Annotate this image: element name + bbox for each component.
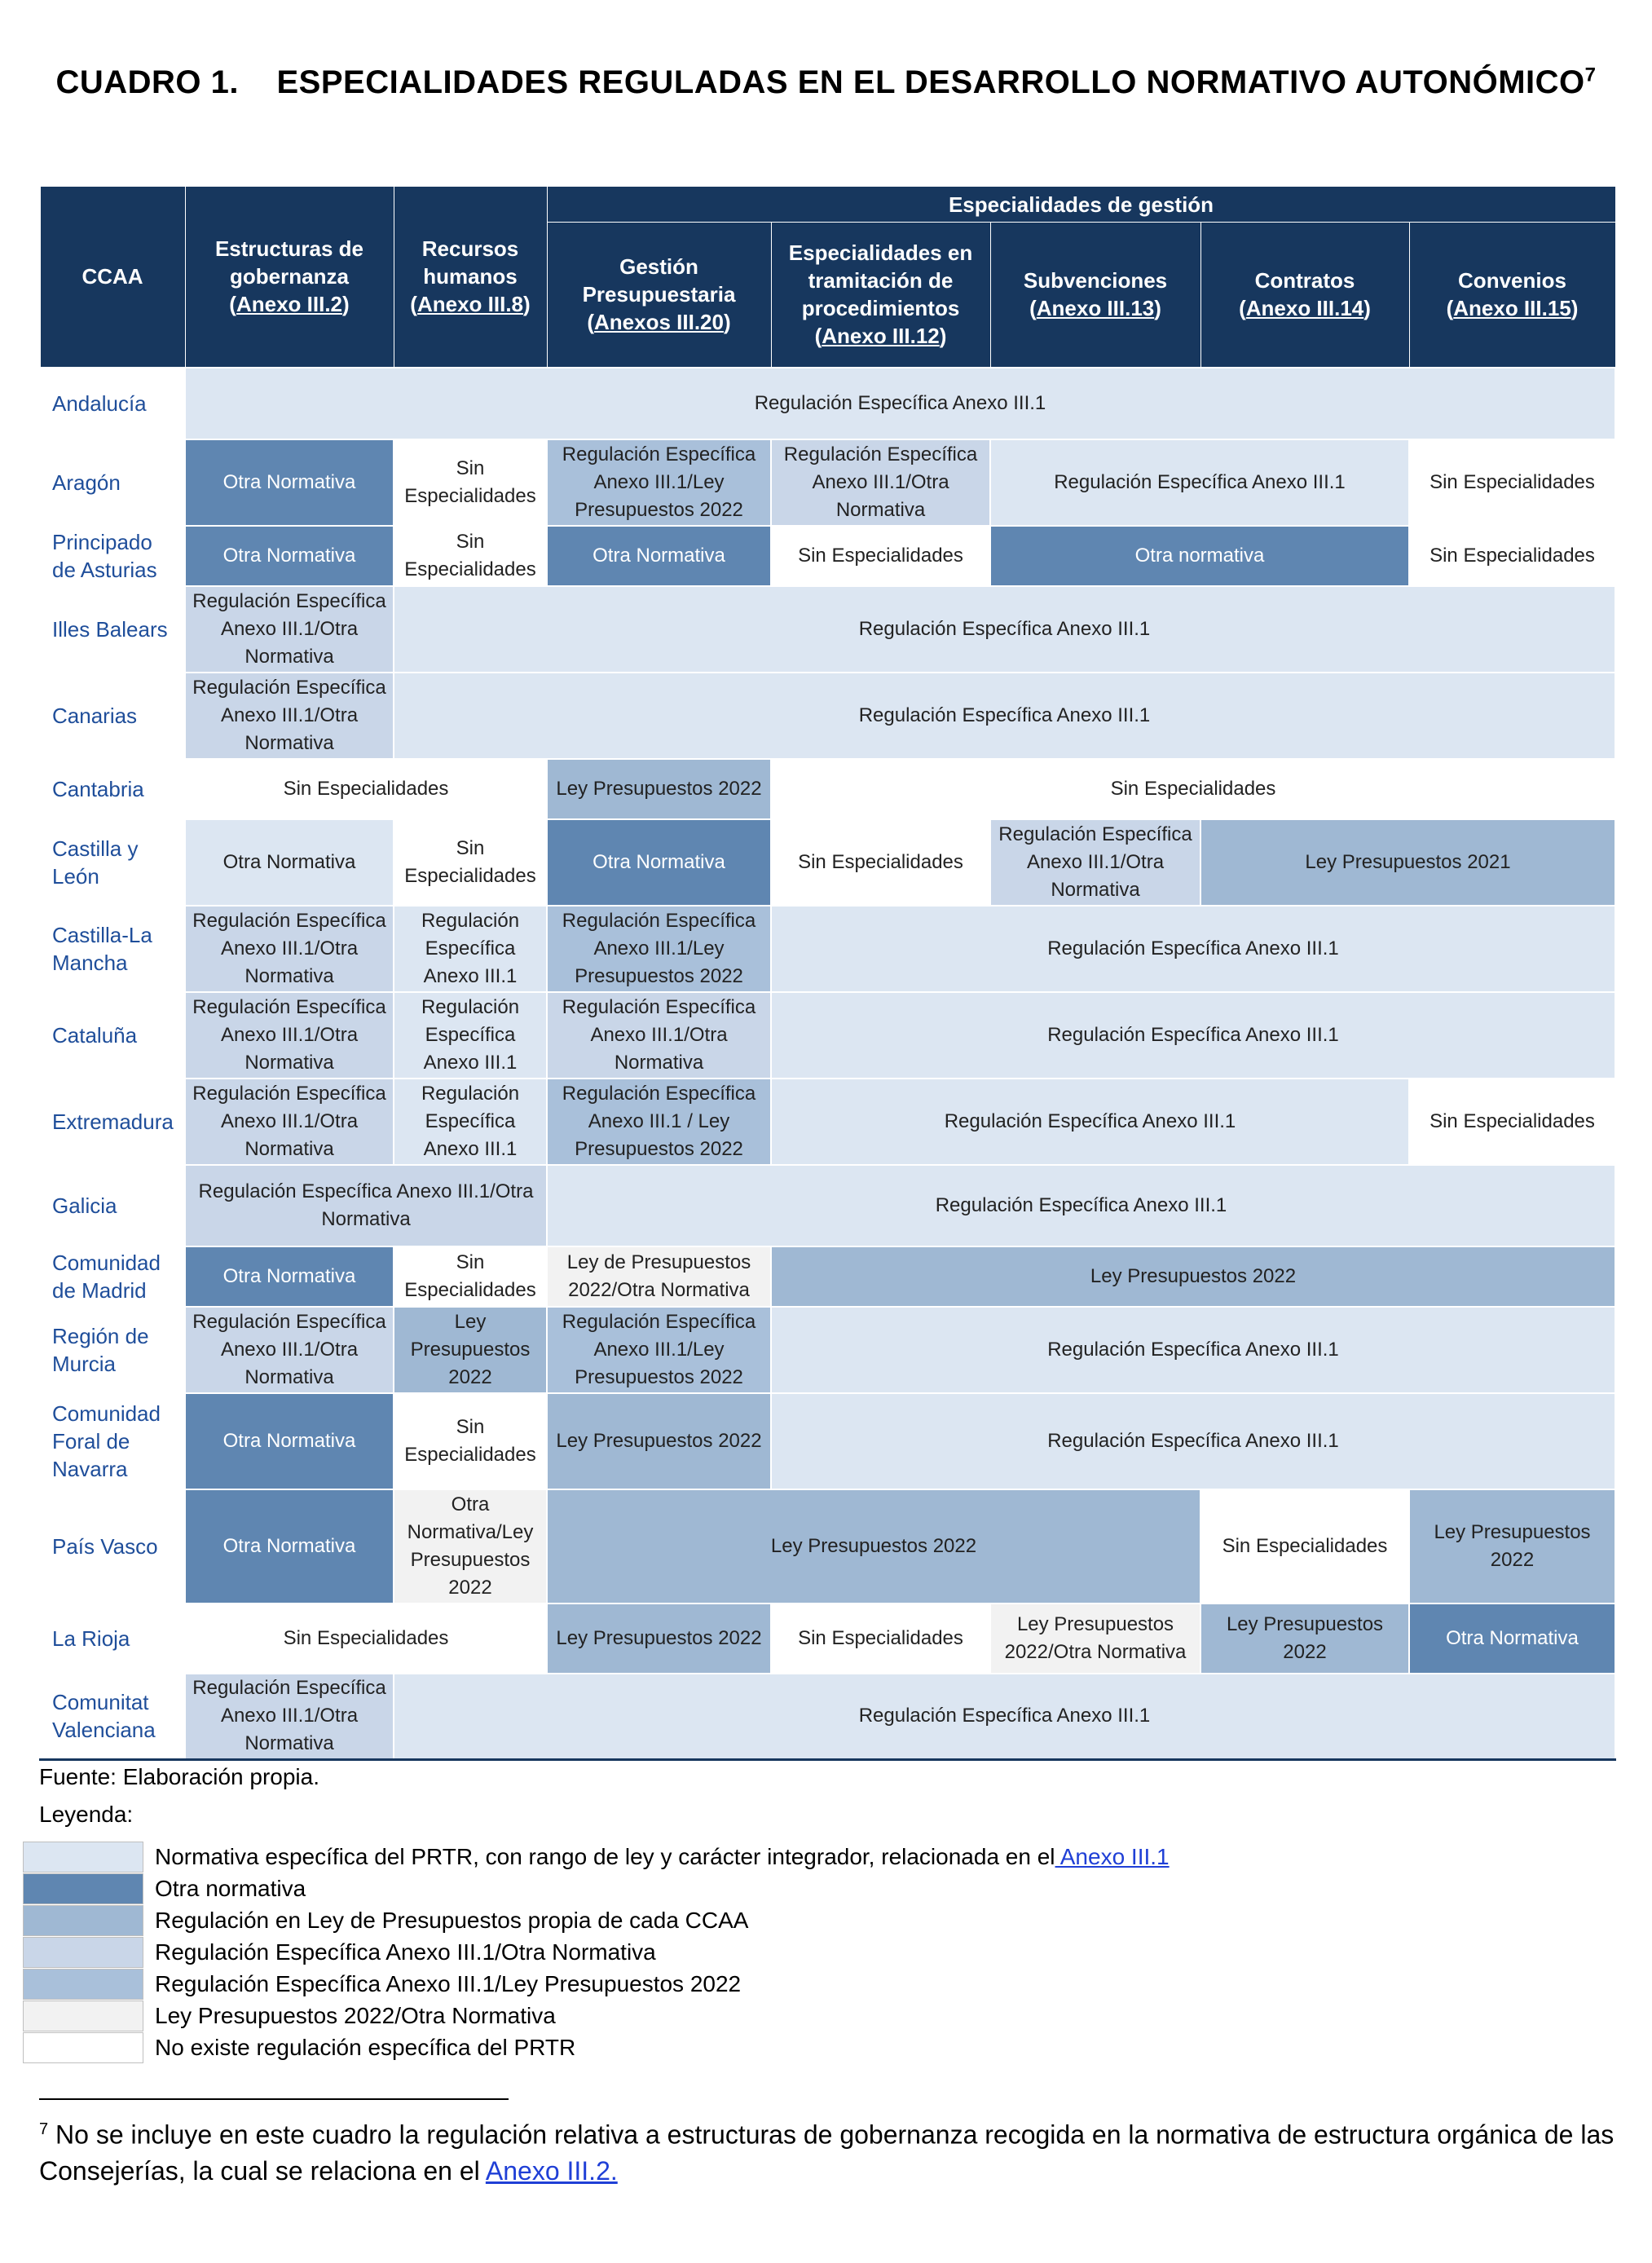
regulation-cell: Ley Presupuestos 2022 — [771, 1246, 1615, 1307]
table-row — [40, 586, 1615, 673]
footnote-text: No se incluye en este cuadro la regulación relativa a estructuras de gobernanza recogida en la normativa de estructura orgánica de las Consejerías, la cual se relaciona en el — [39, 2120, 1615, 2186]
regulation-cell: Sin Especialidades — [771, 759, 1615, 819]
regulation-cell: Regulación Específica Anexo III.1/Otra Normativa — [185, 1674, 394, 1760]
table-row — [40, 368, 1615, 439]
legend-swatch — [23, 2001, 143, 2031]
specialities-table — [39, 186, 1616, 1761]
ccaa-name: Aragón — [40, 439, 185, 526]
legend-item — [23, 1968, 1170, 2000]
regulation-cell: Regulación Específica Anexo III.1 — [990, 439, 1409, 526]
legend-item — [23, 1841, 1170, 1873]
legend-label — [155, 1876, 306, 1902]
regulation-cell: Sin Especialidades — [1409, 526, 1615, 586]
table-row — [40, 1489, 1615, 1604]
footnote-separator — [39, 2098, 509, 2100]
legend-swatch — [23, 1842, 143, 1873]
ccaa-name: Castilla y León — [40, 819, 185, 906]
regulation-cell: Ley Presupuestos 2022 — [547, 1604, 771, 1674]
regulation-cell: Regulación Específica Anexo III.1/Otra Normativa — [185, 1079, 394, 1165]
regulation-cell: Ley Presupuestos 2021 — [1200, 819, 1615, 906]
table-row — [40, 819, 1615, 906]
regulation-cell: Regulación Específica Anexo III.1 — [394, 586, 1615, 673]
legend — [23, 1841, 1170, 2063]
annex-link[interactable]: Anexo III.12 — [822, 324, 940, 349]
legend-label-text: No existe regulación específica del PRTR — [155, 2034, 576, 2060]
footnote-number: 7 — [39, 2120, 49, 2138]
regulation-cell: Ley de Presupuestos 2022/Otra Normativa — [547, 1246, 771, 1307]
table-row — [40, 906, 1615, 992]
annex-link[interactable]: Anexo III.8 — [416, 292, 524, 317]
legend-label — [155, 1844, 1170, 1870]
ccaa-name: Castilla-La Mancha — [40, 906, 185, 992]
regulation-cell: Regulación Específica Anexo III.1/Ley Presupuestos 2022 — [547, 439, 771, 526]
legend-label-text: Regulación Específica Anexo III.1/Ley Presupuestos 2022 — [155, 1970, 742, 1996]
regulation-cell: Sin Especialidades — [1409, 1079, 1615, 1165]
regulation-cell: Sin Especialidades — [394, 1393, 547, 1489]
legend-item — [23, 1936, 1170, 1968]
regulation-cell: Sin Especialidades — [394, 1246, 547, 1307]
regulation-cell: Otra normativa — [990, 526, 1409, 586]
regulation-cell: Ley Presupuestos 2022 — [1200, 1604, 1409, 1674]
regulation-cell: Regulación Específica Anexo III.1 — [771, 992, 1615, 1079]
title-label: CUADRO 1. — [55, 64, 240, 100]
legend-item — [23, 2000, 1170, 2031]
legend-swatch — [23, 2032, 143, 2063]
regulation-cell: Otra Normativa — [185, 439, 394, 526]
regulation-cell: Regulación Específica Anexo III.1 — [771, 1079, 1409, 1165]
regulation-cell: Regulación Específica Anexo III.1 — [394, 1674, 1615, 1760]
regulation-cell: Regulación Específica Anexo III.1 — [771, 906, 1615, 992]
annex-link[interactable]: Anexos III.20 — [594, 310, 724, 335]
regulation-cell: Otra Normativa — [185, 819, 394, 906]
regulation-cell: Ley Presupuestos 2022 — [547, 1393, 771, 1489]
legend-title: Leyenda: — [39, 1802, 134, 1827]
regulation-cell: Regulación Específica Anexo III.1/Otra Normativa — [547, 992, 771, 1079]
ccaa-name: La Rioja — [40, 1604, 185, 1674]
table-row — [40, 992, 1615, 1079]
regulation-cell: Regulación Específica Anexo III.1 — [771, 1307, 1615, 1393]
regulation-cell: Otra Normativa — [185, 526, 394, 586]
header-col-3: Especialidades en tramitación de procedimientos (Anexo III.12) — [771, 223, 990, 368]
regulation-cell: Otra Normativa — [1409, 1604, 1615, 1674]
title-footnote-ref[interactable]: 7 — [1584, 64, 1597, 86]
table-row — [40, 1165, 1615, 1246]
regulation-cell: Ley Presupuestos 2022 — [394, 1307, 547, 1393]
table-row — [40, 1604, 1615, 1674]
regulation-cell: Otra Normativa — [547, 819, 771, 906]
regulation-cell: Regulación Específica Anexo III.1/Otra Normativa — [185, 586, 394, 673]
regulation-cell: Otra Normativa/Ley Presupuestos 2022 — [394, 1489, 547, 1604]
ccaa-name: Comunidad Foral de Navarra — [40, 1393, 185, 1489]
header-group: Especialidades de gestión — [547, 187, 1615, 223]
header-col-1: Recursos humanos (Anexo III.8) — [394, 187, 547, 368]
table-title — [0, 62, 1652, 103]
ccaa-name: Andalucía — [40, 368, 185, 439]
legend-item — [23, 1873, 1170, 1904]
legend-label — [155, 2003, 556, 2029]
ccaa-name: Canarias — [40, 673, 185, 759]
regulation-cell: Regulación Específica Anexo III.1/Ley Presupuestos 2022 — [547, 906, 771, 992]
regulation-cell: Regulación Específica Anexo III.1/Otra Normativa — [185, 1165, 547, 1246]
regulation-cell: Regulación Específica Anexo III.1 — [394, 992, 547, 1079]
regulation-cell: Otra Normativa — [185, 1489, 394, 1604]
header-ccaa: CCAA — [40, 187, 185, 368]
regulation-cell: Regulación Específica Anexo III.1/Ley Presupuestos 2022 — [547, 1307, 771, 1393]
regulation-cell: Sin Especialidades — [771, 1604, 990, 1674]
ccaa-name: Galicia — [40, 1165, 185, 1246]
ccaa-name: Comunitat Valenciana — [40, 1674, 185, 1760]
legend-swatch — [23, 1937, 143, 1968]
regulation-cell: Sin Especialidades — [394, 526, 547, 586]
table-row — [40, 1674, 1615, 1760]
regulation-cell: Regulación Específica Anexo III.1 — [394, 673, 1615, 759]
regulation-cell: Ley Presupuestos 2022 — [1409, 1489, 1615, 1604]
table-body — [40, 368, 1615, 1760]
legend-item — [23, 2031, 1170, 2063]
regulation-cell: Sin Especialidades — [1409, 439, 1615, 526]
ccaa-name: Extremadura — [40, 1079, 185, 1165]
table-row — [40, 439, 1615, 526]
legend-label-text: Otra normativa — [155, 1875, 306, 1901]
legend-swatch — [23, 1969, 143, 2000]
annex-link[interactable]: Anexo III.2 — [236, 292, 343, 317]
regulation-cell: Regulación Específica Anexo III.1/Otra Normativa — [185, 992, 394, 1079]
table-row — [40, 759, 1615, 819]
regulation-cell: Sin Especialidades — [185, 759, 547, 819]
table-row — [40, 673, 1615, 759]
regulation-cell: Regulación Específica Anexo III.1/Otra Normativa — [185, 906, 394, 992]
ccaa-name: Comunidad de Madrid — [40, 1246, 185, 1307]
legend-label — [155, 1971, 741, 1997]
regulation-cell: Sin Especialidades — [1200, 1489, 1409, 1604]
regulation-cell: Regulación Específica Anexo III.1 / Ley Presupuestos 2022 — [547, 1079, 771, 1165]
annex-link[interactable]: Anexo III.14 — [1245, 296, 1364, 321]
annex-link[interactable]: Anexo III.15 — [1453, 296, 1571, 321]
regulation-cell: Sin Especialidades — [771, 526, 990, 586]
header-col-5: Contratos (Anexo III.14) — [1200, 223, 1409, 368]
legend-swatch — [23, 1905, 143, 1936]
regulation-cell: Ley Presupuestos 2022 — [547, 759, 771, 819]
regulation-cell: Regulación Específica Anexo III.1 — [394, 906, 547, 992]
regulation-cell: Sin Especialidades — [771, 819, 990, 906]
ccaa-name: Principado de Asturias — [40, 526, 185, 586]
header-col-2: Gestión Presupuestaria (Anexos III.20) — [547, 223, 771, 368]
table-row — [40, 1307, 1615, 1393]
regulation-cell: Sin Especialidades — [394, 819, 547, 906]
regulation-cell: Ley Presupuestos 2022/Otra Normativa — [990, 1604, 1200, 1674]
table-row — [40, 526, 1615, 586]
regulation-cell: Regulación Específica Anexo III.1/Otra Normativa — [990, 819, 1200, 906]
legend-label-text: Ley Presupuestos 2022/Otra Normativa — [155, 2002, 556, 2028]
legend-swatch — [23, 1873, 143, 1904]
title-text: ESPECIALIDADES REGULADAS EN EL DESARROLLO NORMATIVO AUTONÓMICO — [276, 64, 1585, 100]
header-col-0: Estructuras de gobernanza (Anexo III.2) — [185, 187, 394, 368]
ccaa-name: Illes Balears — [40, 586, 185, 673]
legend-label — [155, 2035, 575, 2061]
regulation-cell: Ley Presupuestos 2022 — [547, 1489, 1200, 1604]
regulation-cell: Regulación Específica Anexo III.1/Otra Normativa — [771, 439, 990, 526]
legend-label-text: Normativa específica del PRTR, con rango de ley y carácter integrador, relacionada en el — [155, 1843, 1055, 1869]
footnote-annex-link[interactable]: Anexo III.2. — [485, 2155, 618, 2186]
legend-annex-link[interactable]: Anexo III.1 — [1055, 1843, 1170, 1869]
footnote — [39, 2111, 1615, 2189]
regulation-cell: Regulación Específica Anexo III.1 — [394, 1079, 547, 1165]
annex-link[interactable]: Anexo III.13 — [1036, 296, 1155, 321]
regulation-cell: Otra Normativa — [185, 1246, 394, 1307]
table-row — [40, 1079, 1615, 1165]
ccaa-name: Cataluña — [40, 992, 185, 1079]
ccaa-name: Región de Murcia — [40, 1307, 185, 1393]
regulation-cell: Sin Especialidades — [394, 439, 547, 526]
ccaa-name: País Vasco — [40, 1489, 185, 1604]
header-col-6: Convenios (Anexo III.15) — [1409, 223, 1615, 368]
table-row — [40, 1246, 1615, 1307]
ccaa-name: Cantabria — [40, 759, 185, 819]
legend-item — [23, 1904, 1170, 1936]
legend-label-text: Regulación en Ley de Presupuestos propia de cada CCAA — [155, 1907, 749, 1933]
source-note: Fuente: Elaboración propia. — [39, 1764, 319, 1789]
legend-label — [155, 1939, 656, 1965]
legend-label — [155, 1908, 748, 1934]
regulation-cell: Regulación Específica Anexo III.1 — [185, 368, 1615, 439]
regulation-cell: Otra Normativa — [185, 1393, 394, 1489]
regulation-cell: Sin Especialidades — [185, 1604, 547, 1674]
regulation-cell: Regulación Específica Anexo III.1 — [771, 1393, 1615, 1489]
regulation-cell: Regulación Específica Anexo III.1/Otra Normativa — [185, 673, 394, 759]
table-row — [40, 1393, 1615, 1489]
regulation-cell: Otra Normativa — [547, 526, 771, 586]
legend-label-text: Regulación Específica Anexo III.1/Otra Normativa — [155, 1939, 656, 1965]
regulation-cell: Regulación Específica Anexo III.1 — [547, 1165, 1615, 1246]
header-col-4: Subvenciones (Anexo III.13) — [990, 223, 1200, 368]
regulation-cell: Regulación Específica Anexo III.1/Otra Normativa — [185, 1307, 394, 1393]
